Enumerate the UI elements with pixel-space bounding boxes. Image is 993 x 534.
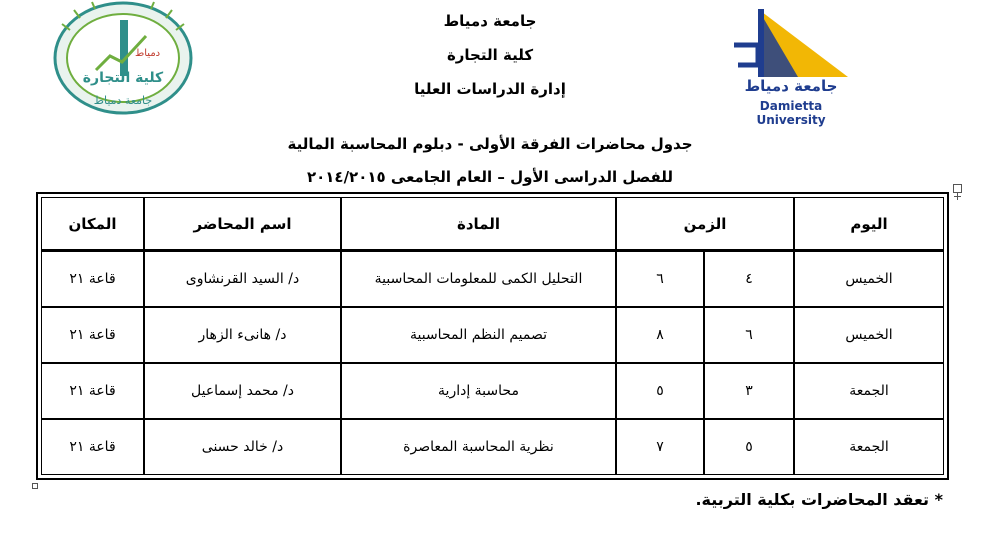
cell-place: قاعة ٢١ xyxy=(41,363,144,419)
header-lecturer: اسم المحاضر xyxy=(144,197,341,251)
cell-time-from: ٣ xyxy=(704,363,794,419)
cell-subject: نظرية المحاسبة المعاصرة xyxy=(341,419,616,475)
cell-place: قاعة ٢١ xyxy=(41,251,144,307)
header-time: الزمن xyxy=(616,197,794,251)
cell-subject: محاسبة إدارية xyxy=(341,363,616,419)
table-move-handle-icon[interactable] xyxy=(953,184,962,193)
table-resize-handle[interactable] xyxy=(32,483,38,489)
footnote: * تعقد المحاضرات بكلية التربية. xyxy=(695,490,943,509)
faculty-logo xyxy=(50,0,196,116)
schedule-title: جدول محاضرات الفرقة الأولى - دبلوم المحاسبة المالية xyxy=(287,135,693,153)
schedule-table-frame xyxy=(36,192,949,480)
cell-day: الخميس xyxy=(794,307,944,363)
university-logo-english: Damietta University xyxy=(756,99,826,127)
table-row xyxy=(41,307,944,363)
university-name: جامعة دمياط xyxy=(443,12,537,30)
cell-subject: تصميم النظم المحاسبية xyxy=(341,307,616,363)
department-name: إدارة الدراسات العليا xyxy=(414,80,566,98)
university-logo-arabic: جامعة دمياط xyxy=(744,77,838,95)
cell-day: الجمعة xyxy=(794,419,944,475)
table-row xyxy=(41,251,944,307)
cell-day: الجمعة xyxy=(794,363,944,419)
cell-time-to: ٨ xyxy=(616,307,704,363)
cell-place: قاعة ٢١ xyxy=(41,419,144,475)
header-place: المكان xyxy=(41,197,144,251)
faculty-name: كلية التجارة xyxy=(446,46,534,64)
faculty-logo-main-text: كلية التجارة xyxy=(82,70,164,86)
cell-day: الخميس xyxy=(794,251,944,307)
university-emblem-icon xyxy=(728,5,854,79)
schedule-subtitle: للفصل الدراسى الأول – العام الجامعى ٢٠١٤/٢٠١٥ xyxy=(306,168,674,186)
cell-time-from: ٥ xyxy=(704,419,794,475)
cell-lecturer: د/ خالد حسنى xyxy=(144,419,341,475)
faculty-emblem-icon xyxy=(50,0,196,116)
university-logo xyxy=(728,5,854,127)
schedule-table xyxy=(41,197,944,475)
cell-time-from: ٦ xyxy=(704,307,794,363)
table-row xyxy=(41,363,944,419)
faculty-logo-bottom-text: جامعة دمياط xyxy=(93,94,153,107)
cell-time-to: ٧ xyxy=(616,419,704,475)
cell-time-to: ٦ xyxy=(616,251,704,307)
cell-lecturer: د/ هانىء الزهار xyxy=(144,307,341,363)
cell-place: قاعة ٢١ xyxy=(41,307,144,363)
faculty-logo-top-text: دمياط xyxy=(135,48,161,59)
cell-lecturer: د/ محمد إسماعيل xyxy=(144,363,341,419)
cell-time-to: ٥ xyxy=(616,363,704,419)
table-row xyxy=(41,419,944,475)
cell-subject: التحليل الكمى للمعلومات المحاسبية xyxy=(341,251,616,307)
header-day: اليوم xyxy=(794,197,944,251)
table-header-row xyxy=(41,197,944,251)
cell-lecturer: د/ السيد القرنشاوى xyxy=(144,251,341,307)
header-subject: المادة xyxy=(341,197,616,251)
cell-time-from: ٤ xyxy=(704,251,794,307)
